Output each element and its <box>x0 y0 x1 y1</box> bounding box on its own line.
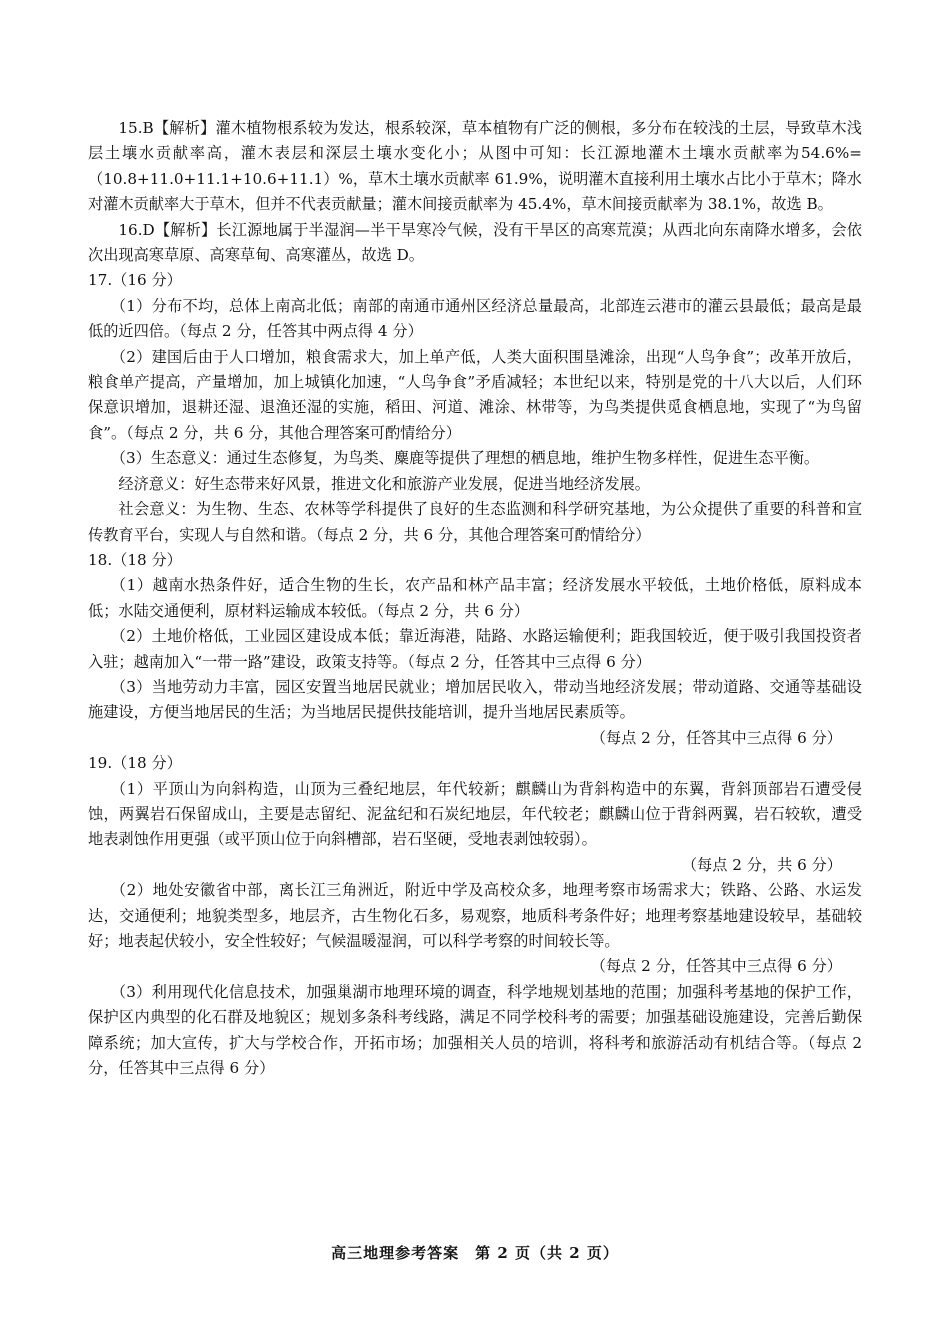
q19-part1: （1）平顶山为向斜构造，山顶为三叠纪地层，年代较新；麒麟山为背斜构造中的东翼，背斜顶部岩石遭受侵蚀，两翼岩石保留成山，主要是志留纪、泥盆纪和石炭纪地层，年代较老；麒麟山位于背斜两翼，岩石较软，遭受地表剥蚀作用更强（或平顶山位于向斜槽部，岩石坚硬，受地表剥蚀较弱）。 <box>88 779 862 849</box>
q18-part1: （1）越南水热条件好，适合生物的生长，农产品和林产品丰富；经济发展水平较低，土地价格低，原料成本低；水陆交通便利，原材料运输成本较低。（每点 2 分，共 6 分） <box>88 576 862 620</box>
q18-part2: （2）土地价格低，工业园区建设成本低；靠近海港，陆路、水路运输便利；距我国较近，便于吸引我国投资者入驻；越南加入“一带一路”建设，政策支持等。（每点 2 分，任答其中三点得 6 分） <box>88 627 862 671</box>
q19-heading: 19.（18 分） <box>88 754 182 773</box>
q18-part3: （3）当地劳动力丰富，园区安置当地居民就业；增加居民收入，带动当地经济发展；带动道路、交通等基础设施建设，方便当地居民的生活；为当地居民提供技能培训，提升当地居民素质等。 <box>88 677 862 722</box>
q17-part2: （2）建国后由于人口增加，粮食需求大，加上单产低，人类大面积围垦滩涂，出现“人鸟争食”；改革开放后，粮食单产提高，产量增加，加上城镇化加速，“人鸟争食”矛盾减轻；本世纪以来，特别是党的十八大以后，人们环保意识增加，退耕还湿、退渔还湿的实施，稻田、河道、滩涂、林带等，为鸟类提供觅食栖息地，实现了“为鸟留食”。（每点 2 分，共 6 分，其他合理答案可酌情给分） <box>88 347 862 442</box>
q15-answer: 15.B【解析】灌木植物根系较为发达，根系较深，草本植物有广泛的侧根，多分布在较浅的土层，导致草木浅层土壤水贡献率高，灌木表层和深层土壤水变化小；从图中可知：长江源地灌木土壤水贡献率为54.6%=（10.8+11.0+11.1+10.6+11.1）%，草木土壤水贡献率 61.9%，说明灌木直接利用土壤水占比小于草木；降水对灌木贡献率大于草木，但并不代表贡献量；灌木间接贡献率为 45.4%，草木间接贡献率为 38.1%，故选 B。 <box>88 119 862 214</box>
q17-part3-ecology: （3）生态意义：通过生态修复，为鸟类、麋鹿等提供了理想的栖息地，维护生物多样性，促进生态平衡。 <box>110 449 820 468</box>
q19-part3: （3）利用现代化信息技术，加强巢湖市地理环境的调查，科学地规划基地的范围；加强科考基地的保护工作，保护区内典型的化石群及地貌区；规划多条科考线路，满足不同学校科考的需要；加强基础设施建设，完善后勤保障系统；加大宣传，扩大与学校合作，开拓市场；加强相关人员的培训，将科考和旅游活动有机结合等。（每点 2 分，任答其中三点得 6 分） <box>88 982 862 1078</box>
q17-part1: （1）分布不均，总体上南高北低；南部的南通市通州区经济总量最高，北部连云港市的灌云县最低；最高是最低的近四倍。（每点 2 分，任答其中两点得 4 分） <box>88 296 862 341</box>
answer-content <box>88 116 862 1081</box>
page-footer: 高三地理参考答案 第 2 页（共 2 页） <box>331 1244 619 1262</box>
q19-part2: （2）地处安徽省中部，离长江三角洲近，附近中学及高校众多，地理考察市场需求大；铁路、公路、水运发达，交通便利；地貌类型多，地层齐，古生物化石多，易观察，地质科考条件好；地理考察基地建设较早，基础较好；地表起伏较小，安全性较好；气候温暖湿润，可以科学考察的时间较长等。 <box>88 881 862 950</box>
q18-part3-score: （每点 2 分，任答其中三点得 6 分） <box>590 728 842 747</box>
q19-part1-score: （每点 2 分，共 6 分） <box>681 855 842 874</box>
q16-answer: 16.D【解析】长江源地属于半湿润—半干旱寒冷气候，没有干旱区的高寒荒漠；从西北向东南降水增多，会依次出现高寒草原、高寒草甸、高寒灌丛，故选 D。 <box>88 220 862 265</box>
q18-heading: 18.（18 分） <box>88 550 182 569</box>
q17-heading: 17.（16 分） <box>88 271 182 290</box>
q17-part3-economy: 经济意义：好生态带来好风景，推进文化和旅游产业发展，促进当地经济发展。 <box>118 474 650 493</box>
q17-part3-society: 社会意义：为生物、生态、农林等学科提供了良好的生态监测和科学研究基地，为公众提供了重要的科普和宣传教育平台，实现人与自然和谐。（每点 2 分，共 6 分，其他合理答案可酌情给分） <box>88 500 862 544</box>
q19-part2-score: （每点 2 分，任答其中三点得 6 分） <box>590 957 842 976</box>
